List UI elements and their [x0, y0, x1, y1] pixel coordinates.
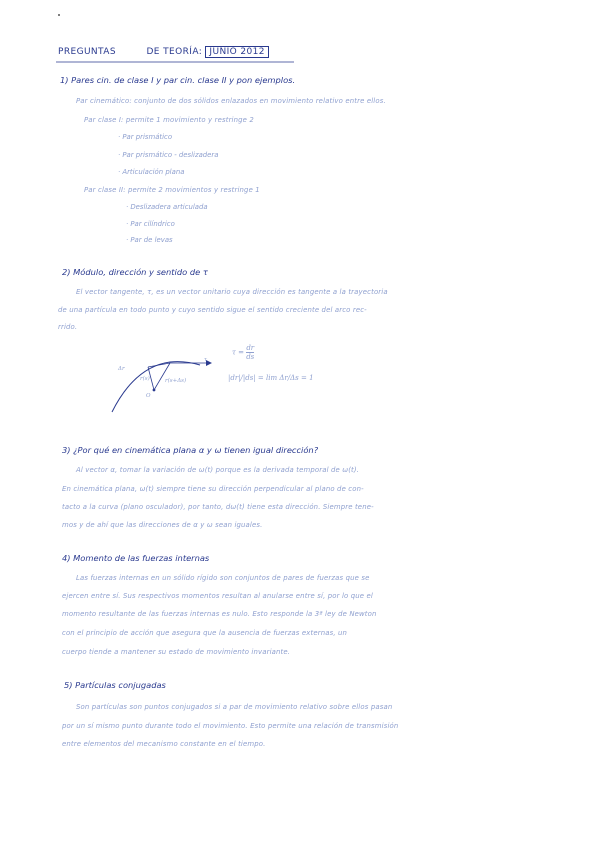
fig-label-delta-r: Δr [118, 366, 125, 372]
q3-line-4: mos y de ahí que las direcciones de α y ω sean iguales. [62, 521, 263, 529]
header-underline [56, 60, 296, 64]
question-3-title: 3) ¿Por qué en cinemática plana α y ω tienen igual dirección? [62, 445, 319, 455]
q1-class2-item-1: · Deslizadera articulada [126, 203, 208, 211]
formula-denominator: ds [246, 353, 255, 361]
question-4-title: 4) Momento de las fuerzas internas [62, 553, 210, 563]
q3-line-2: En cinemática plana, ω(t) siempre tiene su dirección perpendicular al plano de con- [62, 485, 364, 493]
header-date-box: JUNIO 2012 [205, 46, 268, 58]
fig-label-origin: O [146, 393, 151, 399]
header-title [58, 47, 269, 57]
fig-label-r-s-ds: r(s+Δs) [165, 378, 187, 384]
q4-line-3: momento resultante de las fuerzas internas es nulo. Esto responde la 3ª ley de Newton [62, 610, 377, 618]
q1-class2-item-2: · Par cilíndrico [126, 220, 175, 228]
q3-line-1: Al vector α, tomar la variación de ω(t) porque es la derivada temporal de ω(t). [76, 466, 360, 474]
question-1-title: 1) Pares cin. de clase I y par cin. clase II y pon ejemplos. [60, 75, 296, 85]
q4-line-4: con el principio de acción que asegura que la ausencia de fuerzas externas, un [62, 629, 348, 637]
q5-line-1: Son partículas son puntos conjugados si a par de movimiento relativo sobre ellos pasan [76, 703, 393, 711]
q4-line-2: ejercen entre sí. Sus respectivos momentos resultan al anularse entre sí, por lo que el [62, 592, 373, 600]
question-5-title: 5) Partículas conjugadas [64, 680, 166, 690]
q2-formula-1 [232, 344, 254, 361]
tangent-vector-diagram [108, 340, 218, 416]
q1-line-3: Par clase II: permite 2 movimientos y restringe 1 [84, 186, 260, 194]
formula-numerator: dr [246, 344, 255, 352]
q2-formula-2: |dr|/|ds| = lim Δr/Δs = 1 [228, 374, 314, 382]
q1-line-2: Par clase I: permite 1 movimiento y restringe 2 [84, 116, 254, 124]
q4-line-5: cuerpo tiende a mantener su estado de movimiento invariante. [62, 648, 291, 656]
question-2-title: 2) Módulo, dirección y sentido de τ [62, 267, 208, 277]
q1-class1-item-1: · Par prismático [118, 133, 173, 141]
q1-line-1: Par cinemático: conjunto de dos sólidos enlazados en movimiento relativo entre ellos. [76, 97, 386, 105]
formula-fraction [246, 344, 254, 361]
q4-line-1: Las fuerzas internas en un sólido rígido son conjuntos de pares de fuerzas que se [76, 574, 370, 582]
header-middle: DE TEORÍA: [146, 47, 203, 57]
q1-class2-item-3: · Par de levas [126, 236, 173, 244]
formula-lhs: τ = [232, 348, 244, 357]
q1-class1-item-3: · Articulación plana [118, 168, 185, 176]
q2-line-2: de una partícula en todo punto y cuyo sentido sigue el sentido creciente del arco rec- [58, 306, 367, 314]
header-left: PREGUNTAS [58, 47, 116, 57]
q1-class1-item-2: · Par prismático - deslizadera [118, 151, 219, 159]
q3-line-3: tacto a la curva (plano osculador), por tanto, dω(t) tiene esta dirección. Siempre tene- [62, 503, 374, 511]
q2-line-1: El vector tangente, τ, es un vector unitario cuya dirección es tangente a la trayectoria [76, 288, 388, 296]
q5-line-3: entre elementos del mecanismo constante en el tiempo. [62, 740, 266, 748]
fig-label-r-s: r(s) [140, 376, 150, 382]
q2-line-3: rrido. [58, 323, 78, 331]
fig-label-tau: τ [204, 357, 208, 363]
q5-line-2: por un sí mismo punto durante todo el movimiento. Esto permite una relación de transmisión [62, 722, 399, 730]
speck [58, 14, 60, 16]
